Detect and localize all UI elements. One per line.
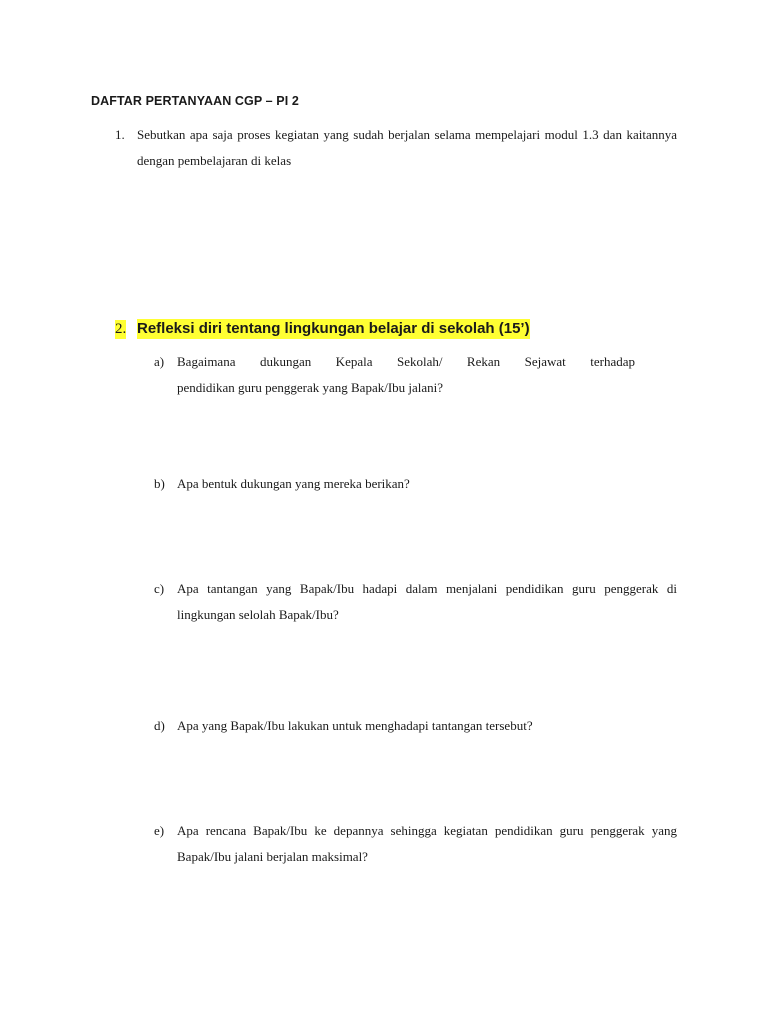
sub-question-d-text: Apa yang Bapak/Ibu lakukan untuk menghadapi tantangan tersebut? [177,718,533,733]
sub-question-a-label: a) [154,354,165,369]
question-2-heading [137,316,530,342]
sub-question-a-line-2: pendidikan guru penggerak yang Bapak/Ibu jalani? [177,380,444,395]
document-title: DAFTAR PERTANYAAN CGP – PI 2 [91,94,299,108]
question-1-text: Sebutkan apa saja proses kegiatan yang sudah berjalan selama mempelajari modul 1.3 dan kaitannya dengan pembelajaran di kelas [137,127,677,168]
sub-question-a-line-1: Bagaimana dukungan Kepala Sekolah/ Rekan Sejawat terhadap [177,354,635,369]
question-2-number-highlight: 2. [115,321,127,337]
question-1-number: 1. [115,127,125,142]
sub-question-b-label: b) [154,476,165,491]
sub-question-b-text: Apa bentuk dukungan yang mereka berikan? [177,476,410,491]
sub-question-c-text: Apa tantangan yang Bapak/Ibu hadapi dalam menjalani pendidikan guru penggerak di lingkungan selolah Bapak/Ibu? [177,581,677,622]
sub-question-e-label: e) [154,823,165,838]
sub-question-e-text: Apa rencana Bapak/Ibu ke depannya sehingga kegiatan pendidikan guru penggerak yang Bapak/Ibu jalani berjalan maksimal? [177,823,677,864]
question-2-number [115,316,126,342]
question-2-heading-highlight: Refleksi diri tentang lingkungan belajar di sekolah (15’) [137,320,530,337]
sub-question-c-label: c) [154,581,165,596]
sub-question-d-label: d) [154,718,165,733]
